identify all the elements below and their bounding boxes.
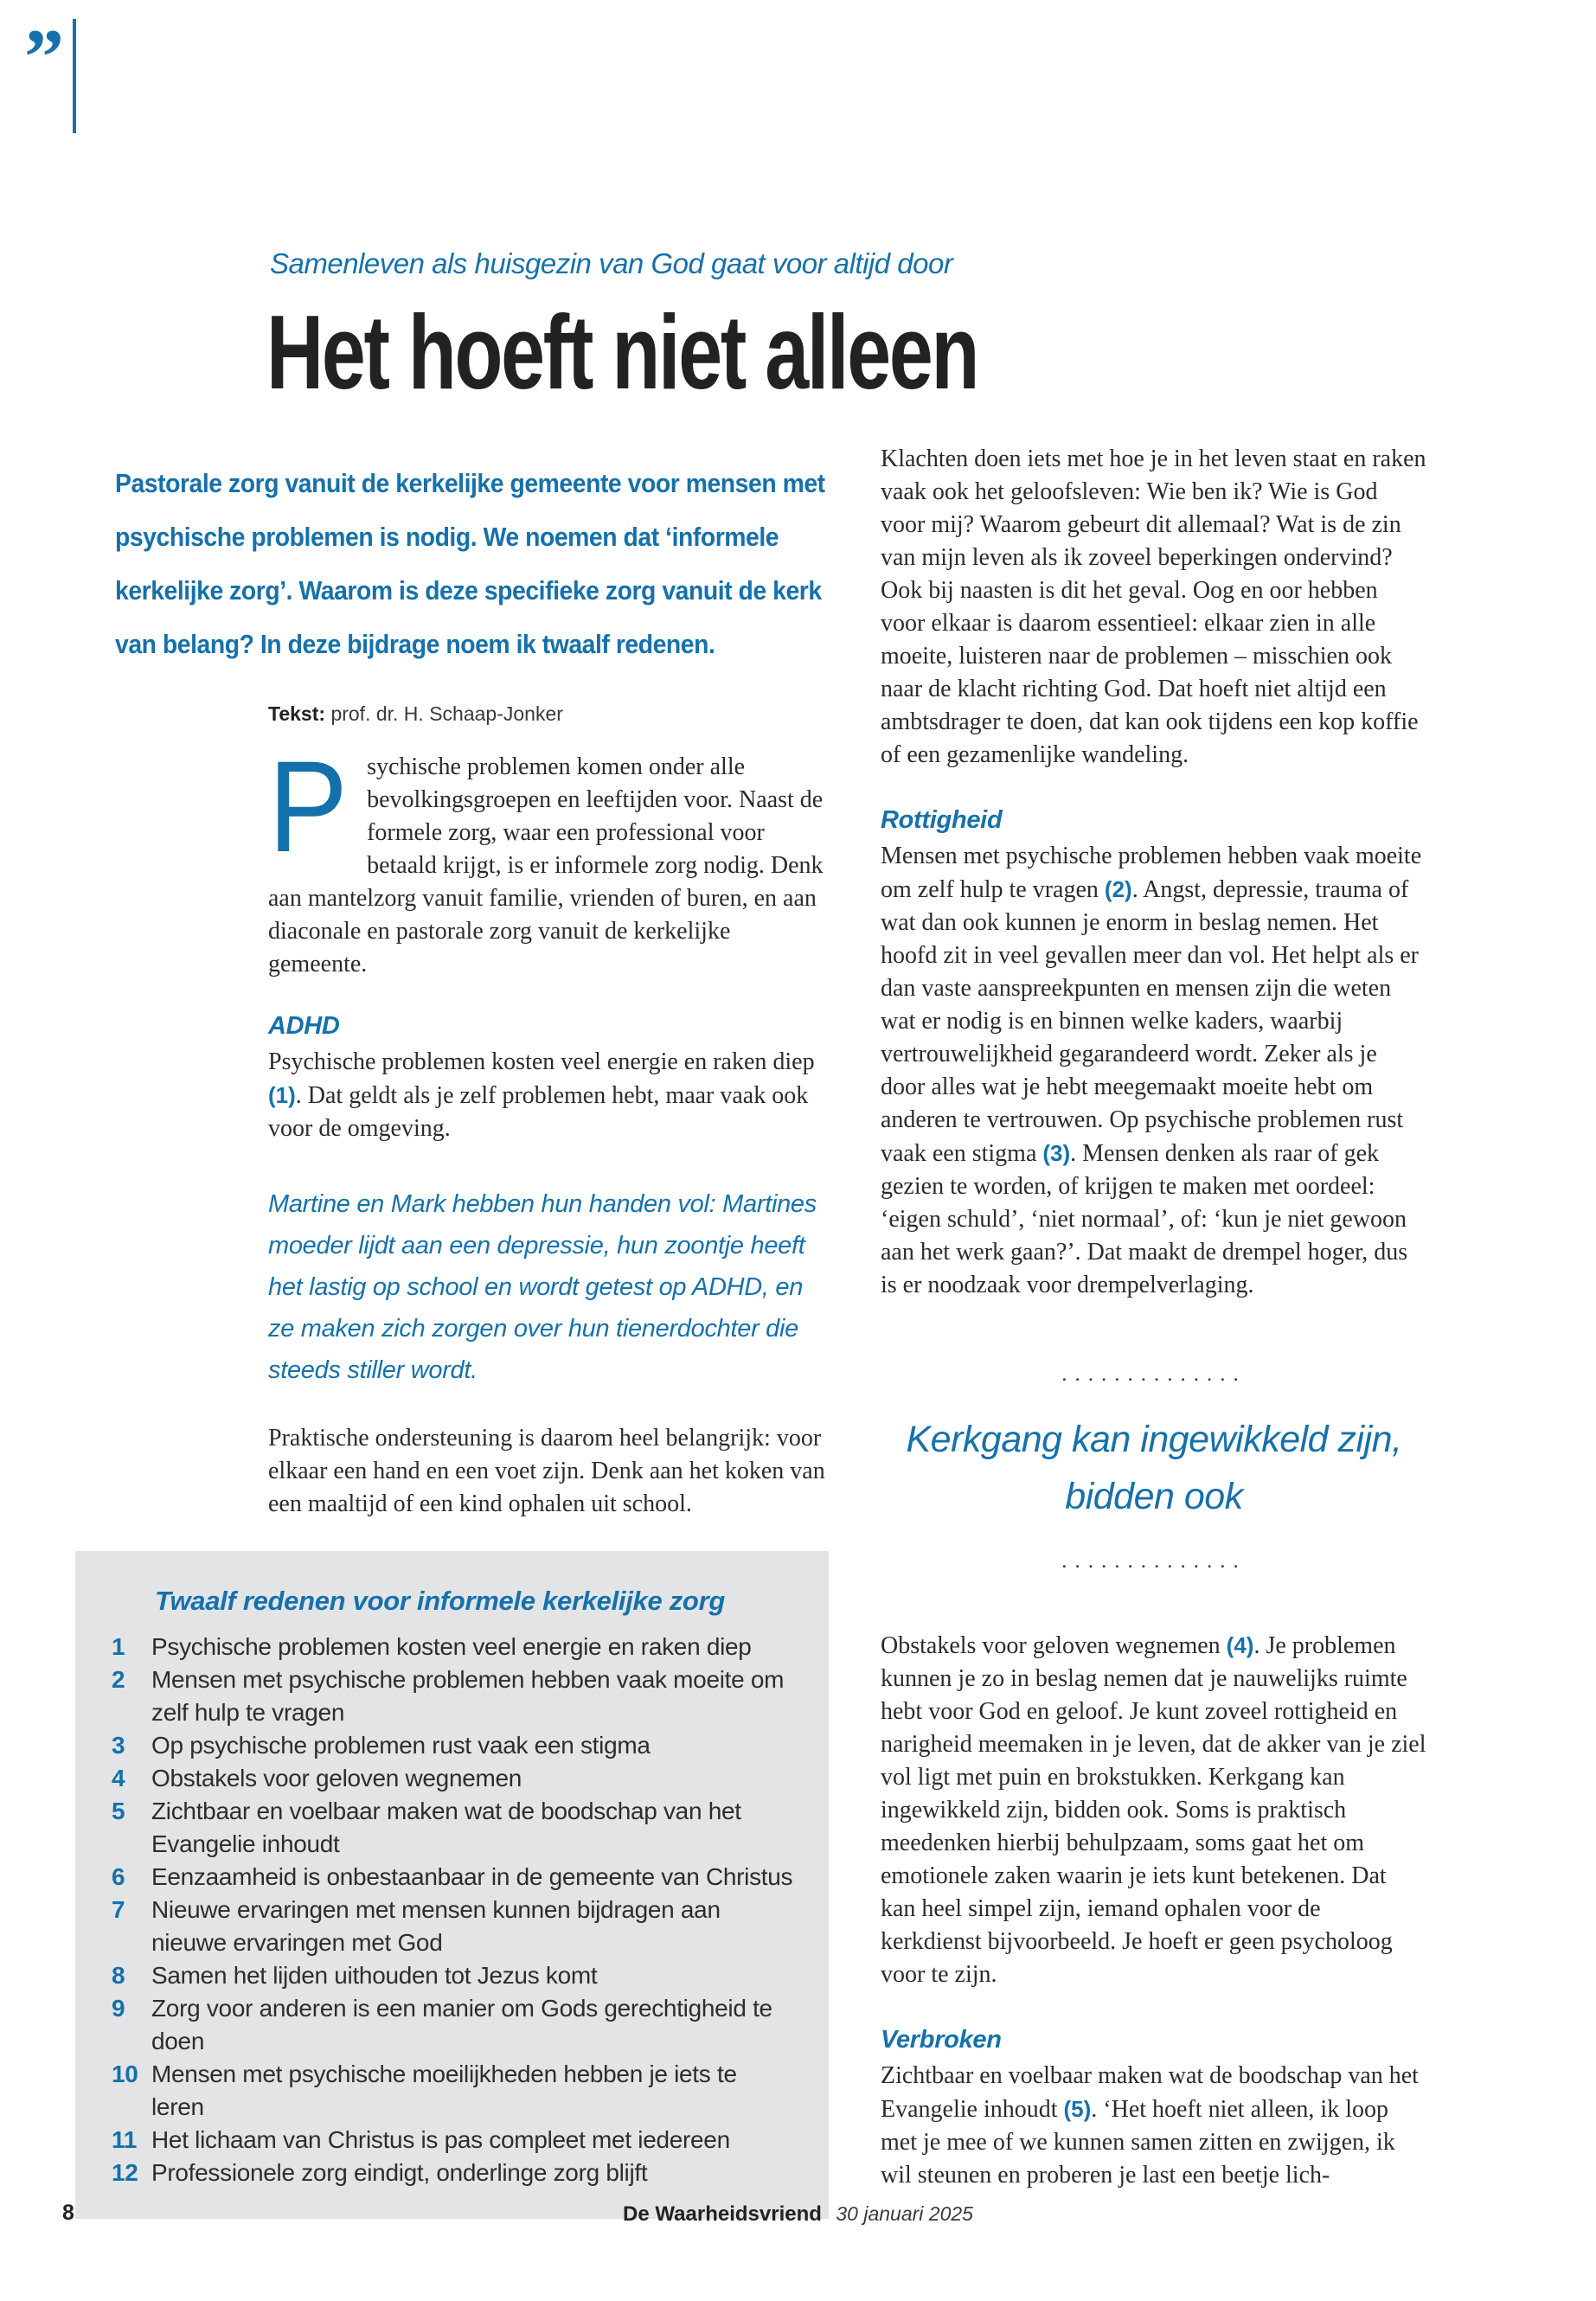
- section-heading-adhd: ADHD: [268, 1012, 340, 1040]
- reason-text: Samen het lijden uithouden tot Jezus komt: [151, 1962, 598, 1989]
- reason-item: [112, 1894, 794, 1959]
- reason-number: 2: [112, 1666, 125, 1693]
- reason-item: [112, 1729, 794, 1762]
- reason-item: [112, 1631, 794, 1663]
- reason-text: Zorg voor anderen is een manier om Gods gerechtigheid te doen: [151, 1995, 772, 2054]
- reason-number: 8: [112, 1962, 125, 1989]
- reason-number: 4: [112, 1765, 125, 1791]
- box-title: Twaalf redenen voor informele kerkelijke zorg: [155, 1586, 725, 1616]
- reason-item: [112, 1663, 794, 1729]
- reason-item: [112, 2124, 794, 2157]
- reason-item: [112, 1762, 794, 1795]
- byline-name: prof. dr. H. Schaap-Jonker: [330, 702, 563, 725]
- reason-text: Nieuwe ervaringen met mensen kunnen bijdragen aan nieuwe ervaringen met God: [151, 1896, 721, 1956]
- reason-number: 1: [112, 1633, 125, 1660]
- reason-number: 5: [112, 1798, 125, 1824]
- paragraph: Psychische problemen kosten veel energie en raken diep (1). Dat geldt als je zelf problemen hebt, maar vaak ook voor de omgeving.: [268, 1048, 815, 1142]
- article-title: Het hoeft niet alleen: [266, 293, 978, 411]
- reason-text: Mensen met psychische moeilijkheden hebben je iets te leren: [151, 2061, 737, 2120]
- footer-date: 30 januari 2025: [836, 2202, 973, 2225]
- reason-number: 10: [112, 2061, 138, 2087]
- intro-paragraph: Pastorale zorg vanuit de kerkelijke gemeente voor mensen met psychische problemen is nodig. We noemen dat ‘informele kerkelijke zorg’. Waarom is deze specifieke zorg vanuit de kerk van belang? In deze bijdrage noem ik twaalf redenen.: [115, 468, 825, 659]
- byline: [268, 702, 563, 726]
- paragraph-text: sychische problemen komen onder alle bevolkingsgroepen en leeftijden voor. Naast de formele zorg, waar een professional voor betaald krijgt, is er informele zorg nodig. Denk aan mantelzorg vanuit familie, vrienden of buren, en aan diaconale en pastorale zorg vanuit de kerkelijke gemeente.: [268, 753, 824, 977]
- reason-text: Zichtbaar en voelbaar maken wat de boodschap van het Evangelie inhoudt: [151, 1798, 741, 1857]
- reason-item: [112, 2058, 794, 2124]
- dropcap: P: [268, 734, 349, 879]
- reason-item: [112, 1959, 794, 1992]
- pull-quote-line: bidden ook: [1065, 1476, 1243, 1517]
- reason-text: Eenzaamheid is onbestaanbaar in de gemeente van Christus: [151, 1863, 793, 1890]
- dotted-separator: ..............: [1061, 1362, 1247, 1386]
- pull-quote-line: Kerkgang kan ingewikkeld zijn,: [906, 1419, 1402, 1460]
- reason-text: Op psychische problemen rust vaak een stigma: [151, 1732, 651, 1759]
- reason-item: [112, 1861, 794, 1894]
- paragraph: [268, 734, 827, 981]
- reason-number: 12: [112, 2159, 138, 2186]
- reasons-list: [112, 1631, 794, 2189]
- paragraph: Zichtbaar en voelbaar maken wat de boodschap van het Evangelie inhoudt (5). ‘Het hoeft niet alleen, ik loop met je mee of we kunnen samen zitten en zwijgen, ik wil steunen en proberen je last een beetje lich-: [881, 2062, 1419, 2189]
- section-heading-rottigheid: Rottigheid: [881, 806, 1003, 834]
- reason-number: 9: [112, 1995, 125, 2022]
- reason-text: Het lichaam van Christus is pas compleet met iedereen: [151, 2126, 730, 2153]
- dotted-separator: ..............: [1061, 1549, 1247, 1573]
- paragraph: Mensen met psychische problemen hebben vaak moeite om zelf hulp te vragen (2). Angst, depressie, trauma of wat dan ook kunnen je enorm in beslag nemen. Het hoofd zit in veel gevallen meer dan vol. Het helpt als er dan vaste aanspreekpunten en mensen zijn die weten wat er nodig is en binnen welke kaders, waarbij vertrouwelijkheid gegarandeerd wordt. Zeker als je door alles wat je hebt meegemaakt moeite hebt om anderen te vertrouwen. Op psychische problemen rust vaak een stigma (3). Mensen denken als raar of gek gezien te worden, of krijgen te maken met oordeel: ‘eigen schuld’, ‘niet normaal’, of: ‘kun je niet gewoon aan het werk gaan?’. Dat maakt de drempel hoger, dus is er noodzaak voor drempelverlaging.: [881, 843, 1422, 1298]
- reason-number: 3: [112, 1732, 125, 1759]
- reason-item: [112, 1992, 794, 2058]
- reason-item: [112, 2157, 794, 2189]
- vertical-rule: [73, 19, 76, 133]
- case-quote: Martine en Mark hebben hun handen vol: Martines moeder lijdt aan een depressie, hun zoontje heeft het lastig op school en wordt getest op ADHD, en ze maken zich zorgen over hun tienerdochter die steeds stiller wordt.: [268, 1190, 817, 1384]
- reason-item: [112, 1795, 794, 1861]
- twelve-reasons-box: [75, 1551, 829, 2219]
- right-column: [881, 443, 1427, 2192]
- paragraph: Praktische ondersteuning is daarom heel belangrijk: voor elkaar een hand en een voet zijn. Denk aan het koken van een maaltijd of een kind ophalen uit school.: [268, 1425, 825, 1517]
- reason-number: 7: [112, 1896, 125, 1923]
- reason-text: Professionele zorg eindigt, onderlinge zorg blijft: [151, 2159, 648, 2186]
- reason-text: Psychische problemen kosten veel energie en raken diep: [151, 1633, 752, 1660]
- reason-text: Obstakels voor geloven wegnemen: [151, 1765, 522, 1791]
- quote-mark-icon: ”: [24, 13, 64, 101]
- kicker: Samenleven als huisgezin van God gaat voor altijd door: [270, 247, 953, 279]
- pull-quote: [881, 1411, 1427, 1525]
- paragraph: Obstakels voor geloven wegnemen (4). Je problemen kunnen je zo in beslag nemen dat je nauwelijks ruimte hebt voor God en geloof. Je kunt zoveel rottigheid en narigheid meemaken in je leven, dat de akker van je ziel vol ligt met puin en brokstukken. Kerkgang kan ingewikkeld zijn, bidden ook. Soms is praktisch meedenken hierbij behulpzaam, soms gaat het om emotionele zaken waarin je iets kunt betekenen. Dat kan heel simpel zijn, iemand ophalen voor de kerkdienst bijvoorbeeld. Je hoeft er geen psycholoog voor te zijn.: [881, 1632, 1426, 1988]
- footer-brand: De Waarheidsvriend: [623, 2202, 822, 2226]
- reason-number: 11: [112, 2126, 137, 2153]
- left-column: [268, 734, 827, 1521]
- reason-text: Mensen met psychische problemen hebben vaak moeite om zelf hulp te vragen: [151, 1666, 785, 1726]
- section-heading-verbroken: Verbroken: [881, 2026, 1002, 2054]
- paragraph: Klachten doen iets met hoe je in het leven staat en raken vaak ook het geloofsleven: Wie ben ik? Wie is God voor mij? Waarom gebeurt dit allemaal? Wat is de zin van mijn leven als ik zoveel beperkingen ondervind? Ook bij naasten is dit het geval. Oog en oor hebben voor elkaar is daarom essentieel: elkaar zien in alle moeite, luisteren naar de problemen – misschien ook naar de klacht richting God. Dat hoeft niet altijd een ambtsdrager te doen, dat kan ook tijdens een kop koffie of een gezamenlijke wandeling.: [881, 445, 1426, 768]
- footer: [623, 2202, 973, 2227]
- byline-label: Tekst:: [268, 702, 326, 725]
- reason-number: 6: [112, 1863, 125, 1890]
- page-number: 8: [62, 2201, 74, 2225]
